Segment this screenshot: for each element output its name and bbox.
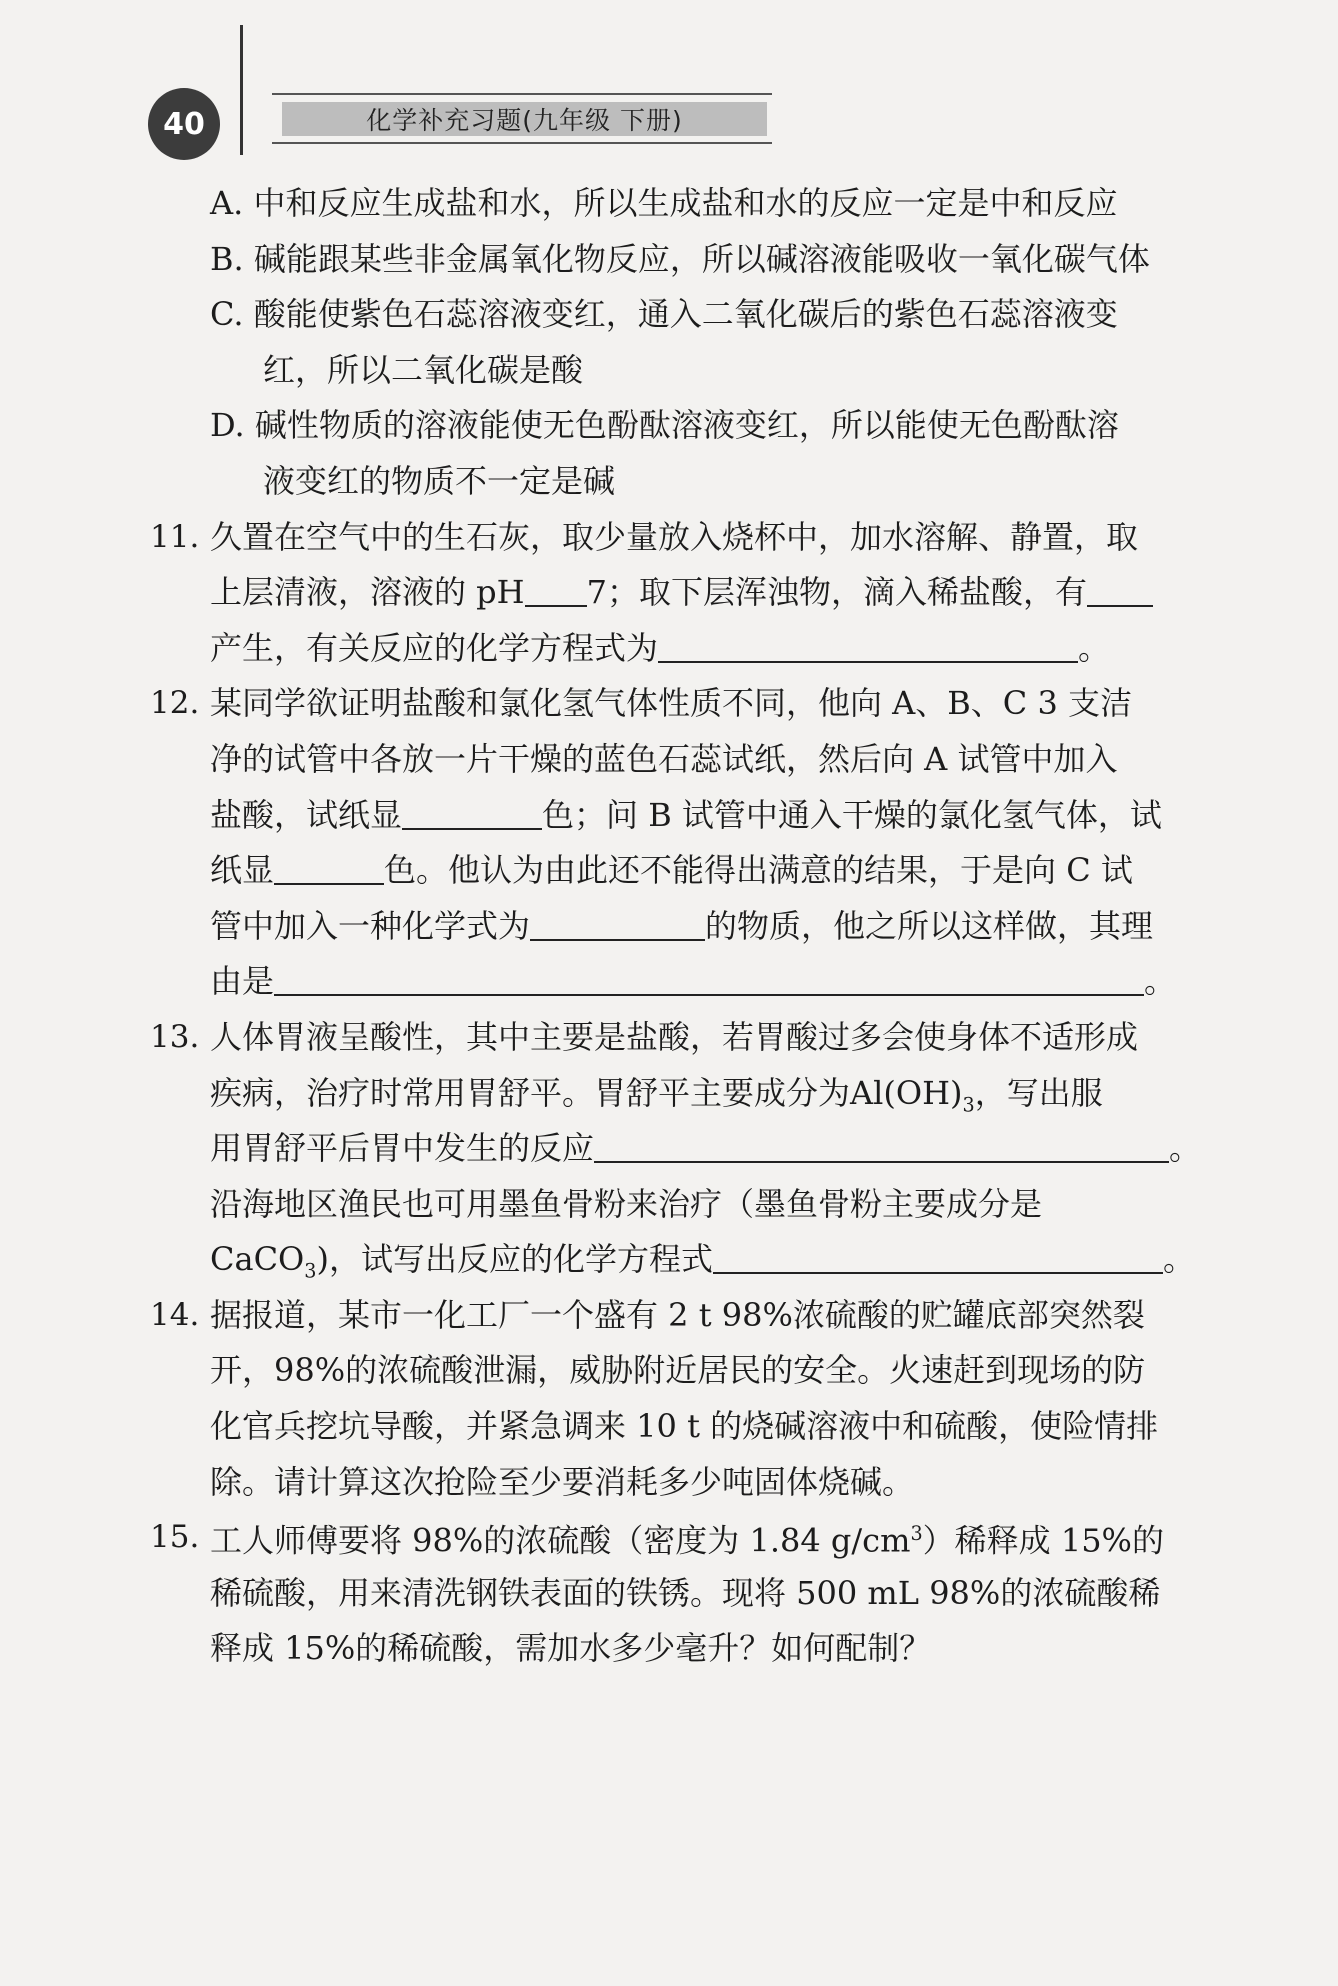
question-text: 据报道，某市一化工厂一个盛有 2 t 98%浓硫酸的贮罐底部突然裂 (210, 1295, 1145, 1334)
text-span: 7；取下层浑浊物，滴入稀盐酸，有 (586, 573, 1087, 612)
text-span: 上层清液，溶液的 pH (210, 573, 525, 612)
question-number: 14. (150, 1296, 200, 1333)
answer-blank[interactable] (274, 853, 384, 885)
answer-blank[interactable] (530, 909, 705, 941)
text-span: 色。他认为由此还不能得出满意的结果，于是向 C 试 (384, 851, 1133, 890)
answer-blank[interactable] (713, 1242, 1163, 1274)
question-text (210, 1506, 1164, 1569)
question-13 (150, 1010, 1230, 1066)
option-d: D. 碱性物质的溶液能使无色酚酞溶液变红，所以能使无色酚酞溶 (210, 406, 1119, 445)
text-span: 色；问 B 试管中通入干燥的氯化氢气体，试 (542, 795, 1162, 834)
page-content (150, 176, 1230, 1677)
header-vertical-rule (240, 25, 243, 155)
text-span: )，试写出反应的化学方程式 (316, 1240, 713, 1279)
question-number: 11. (150, 518, 200, 555)
question-11-line (150, 565, 1230, 621)
question-15-line: 稀硫酸，用来清洗钢铁表面的铁锈。现将 500 mL 98%的浓硫酸稀 (210, 1573, 1161, 1612)
text-span: CaCO (210, 1240, 305, 1279)
text-span: ，写出服 (974, 1073, 1103, 1112)
question-text: 久置在空气中的生石灰，取少量放入烧杯中，加水溶解、静置，取 (210, 517, 1139, 556)
text-span: 纸显 (210, 851, 275, 890)
question-15-line: 释成 15%的稀硫酸，需加水多少毫升？如何配制？ (210, 1629, 932, 1668)
question-14-line: 除。请计算这次抢险至少要消耗多少吨固体烧碱。 (210, 1462, 915, 1501)
question-12 (150, 676, 1230, 732)
superscript: 3 (910, 1522, 923, 1546)
option-a: A. 中和反应生成盐和水，所以生成盐和水的反应一定是中和反应 (210, 184, 1118, 222)
answer-blank[interactable] (525, 575, 587, 607)
question-14-line: 化官兵挖坑导酸，并紧急调来 10 t 的烧碱溶液中和硫酸，使险情排 (210, 1407, 1159, 1446)
text-span: 用胃舒平后胃中发生的反应 (210, 1129, 595, 1168)
text-span: 疾病，治疗时常用胃舒平。胃舒平主要成分为Al(OH) (210, 1073, 963, 1112)
question-13-line (150, 1232, 1230, 1288)
text-span: 的物质，他之所以这样做，其理 (705, 906, 1154, 945)
header-bottom-rule (272, 142, 772, 144)
text-span: ）稀释成 15%的 (922, 1522, 1164, 1561)
question-14-line: 开，98%的浓硫酸泄漏，威胁附近居民的安全。火速赶到现场的防 (210, 1351, 1146, 1390)
header-top-rule (272, 93, 772, 95)
question-text: 某同学欲证明盐酸和氯化氢气体性质不同，他向 A、B、C 3 支洁 (210, 684, 1132, 723)
option-b: B. 碱能跟某些非金属氧化物反应，所以碱溶液能吸收一氧化碳气体 (210, 239, 1150, 278)
question-13-line: 沿海地区渔民也可用墨鱼骨粉来治疗（墨鱼骨粉主要成分是 (210, 1184, 1043, 1223)
question-11-line (150, 621, 1230, 677)
question-12-line (150, 788, 1230, 844)
question-11 (150, 510, 1230, 566)
text-span: 。 (1078, 628, 1111, 667)
question-number: 12. (150, 685, 200, 722)
text-span: 产生，有关反应的化学方程式为 (210, 628, 659, 667)
text-span: 由是 (210, 962, 275, 1001)
question-number: 13. (150, 1018, 200, 1055)
text-span: 盐酸，试纸显 (210, 795, 403, 834)
text-span: 。 (1144, 962, 1177, 1001)
text-span: 。 (1163, 1240, 1196, 1279)
answer-blank[interactable] (594, 1131, 1169, 1163)
question-15 (150, 1510, 1230, 1566)
option-c: C. 酸能使紫色石蕊溶液变红，通入二氧化碳后的紫色石蕊溶液变 (210, 295, 1118, 334)
question-13-line (150, 1066, 1230, 1122)
book-title: 化学补充习题(九年级 下册) (282, 102, 767, 136)
option-c-continued: 红，所以二氧化碳是酸 (263, 350, 584, 389)
text-span: 工人师傅要将 98%的浓硫酸（密度为 1.84 g/cm (210, 1522, 911, 1561)
text-span: 。 (1169, 1129, 1202, 1168)
page-number-badge: 40 (148, 88, 220, 160)
subscript: 3 (962, 1092, 975, 1116)
question-number: 15. (150, 1519, 200, 1556)
question-12-line: 净的试管中各放一片干燥的蓝色石蕊试纸，然后向 A 试管中加入 (210, 739, 1118, 778)
option-d-continued: 液变红的物质不一定是碱 (263, 461, 616, 500)
question-text: 人体胃液呈酸性，其中主要是盐酸，若胃酸过多会使身体不适形成 (210, 1017, 1139, 1056)
answer-blank[interactable] (658, 631, 1078, 663)
question-12-line (150, 843, 1230, 899)
answer-blank[interactable] (274, 964, 1144, 996)
question-13-line (150, 1121, 1230, 1177)
question-12-line (150, 954, 1230, 1010)
question-14 (150, 1288, 1230, 1344)
question-12-line (150, 899, 1230, 955)
text-span: 管中加入一种化学式为 (210, 906, 531, 945)
answer-blank[interactable] (1087, 575, 1153, 607)
answer-blank[interactable] (402, 798, 542, 830)
subscript: 3 (304, 1259, 317, 1283)
